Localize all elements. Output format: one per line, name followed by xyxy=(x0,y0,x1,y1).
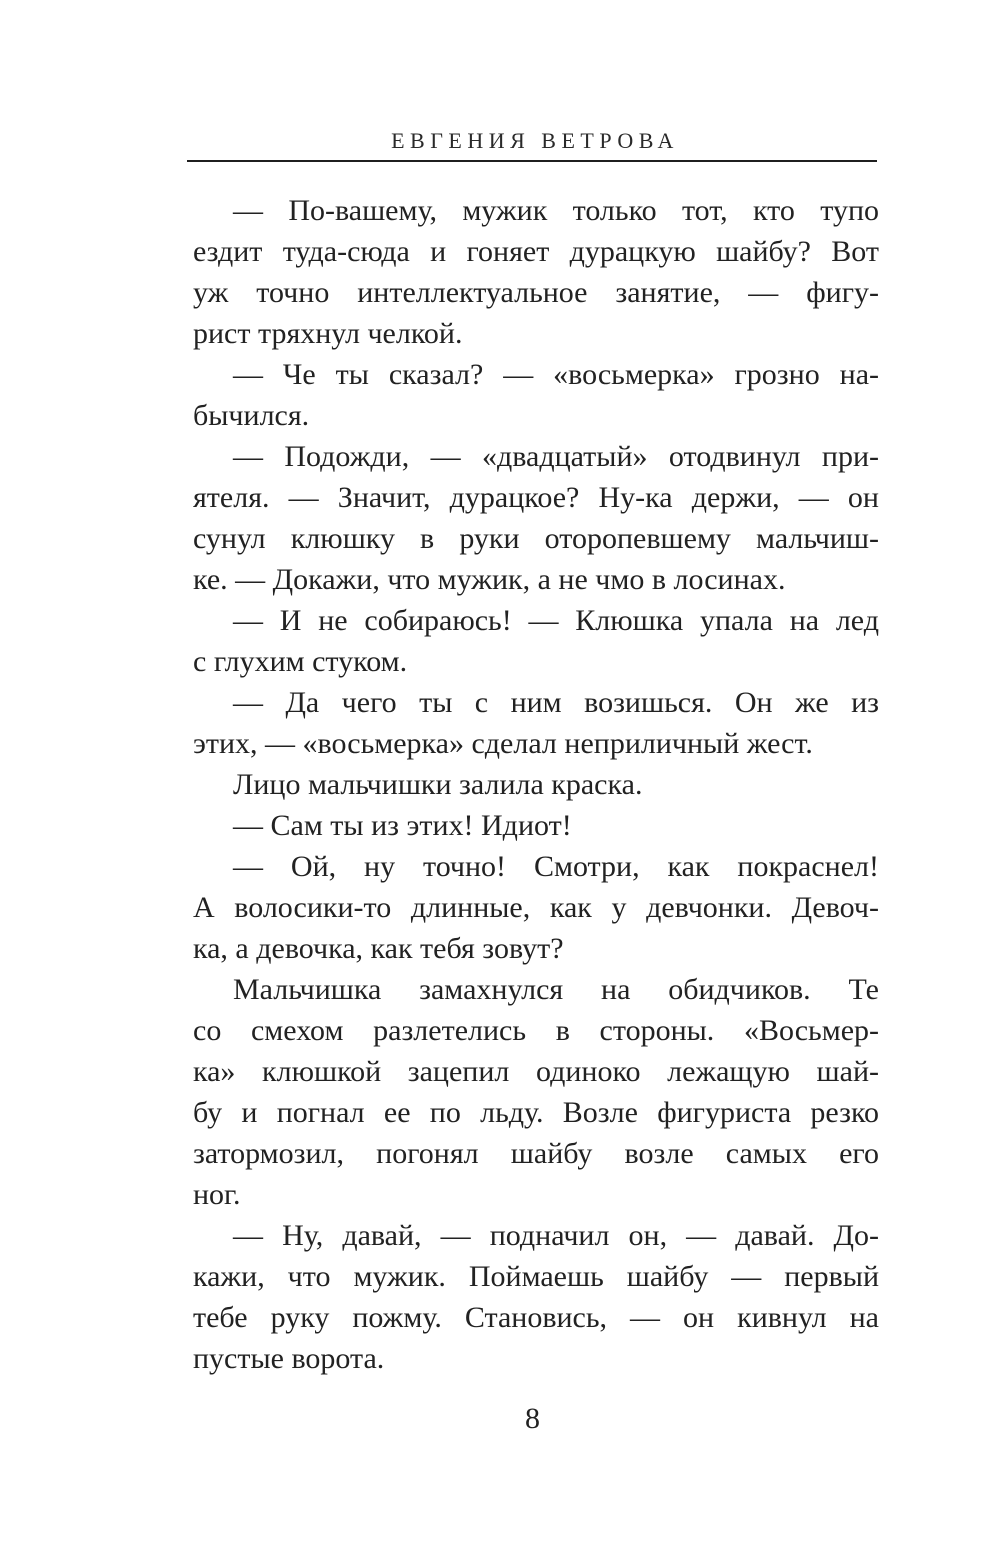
text-line: — По-вашему, мужик только тот, кто тупо xyxy=(233,194,879,227)
text-line: ездит туда-сюда и гоняет дурацкую шайбу? Вот xyxy=(193,235,879,268)
text-line: — Сам ты из этих! Идиот! xyxy=(233,809,572,842)
text-line: уж точно интеллектуальное занятие, — фигу- xyxy=(193,276,879,309)
text-line: затормозил, погонял шайбу возле самых его xyxy=(193,1137,879,1170)
text-line: тебе руку пожму. Становись, — он кивнул на xyxy=(193,1301,879,1334)
text-line: ка» клюшкой зацепил одиноко лежащую шай- xyxy=(193,1055,879,1088)
text-line: А волосики-то длинные, как у девчонки. Девоч- xyxy=(193,891,879,924)
text-line: — Ну, давай, — подначил он, — давай. До- xyxy=(233,1219,879,1252)
text-line: ке. — Докажи, что мужик, а не чмо в лосинах. xyxy=(193,563,786,596)
text-line: Лицо мальчишки залила краска. xyxy=(233,768,643,801)
text-line: пустые ворота. xyxy=(193,1342,385,1375)
text-line: ног. xyxy=(193,1178,241,1211)
running-head: ЕВГЕНИЯ ВЕТРОВА xyxy=(391,128,679,153)
body-text xyxy=(193,190,879,1379)
text-line: со смехом разлетелись в стороны. «Восьмер- xyxy=(193,1014,879,1047)
text-line: бычился. xyxy=(193,399,310,432)
text-line: этих, — «восьмерка» сделал неприличный жест. xyxy=(193,727,813,760)
text-line: — Да чего ты с ним возишься. Он же из xyxy=(233,686,879,719)
text-line: ятеля. — Значит, дурацкое? Ну-ка держи, — он xyxy=(193,481,879,514)
text-line: с глухим стуком. xyxy=(193,645,408,678)
header-rule xyxy=(187,160,877,162)
text-line: — Ой, ну точно! Смотри, как покраснел! xyxy=(233,850,879,883)
text-line: — И не собираюсь! — Клюшка упала на лед xyxy=(233,604,879,637)
text-line: рист тряхнул челкой. xyxy=(193,317,463,350)
text-line: ка, а девочка, как тебя зовут? xyxy=(193,932,564,965)
text-line: — Подожди, — «двадцатый» отодвинул при- xyxy=(233,440,879,473)
text-line: сунул клюшку в руки оторопевшему мальчиш- xyxy=(193,522,879,555)
text-line: бу и погнал ее по льду. Возле фигуриста резко xyxy=(193,1096,879,1129)
page-number: 8 xyxy=(525,1402,540,1435)
text-line: — Че ты сказал? — «восьмерка» грозно на- xyxy=(233,358,879,391)
text-line: кажи, что мужик. Поймаешь шайбу — первый xyxy=(193,1260,879,1293)
text-line: Мальчишка замахнулся на обидчиков. Те xyxy=(233,973,879,1006)
